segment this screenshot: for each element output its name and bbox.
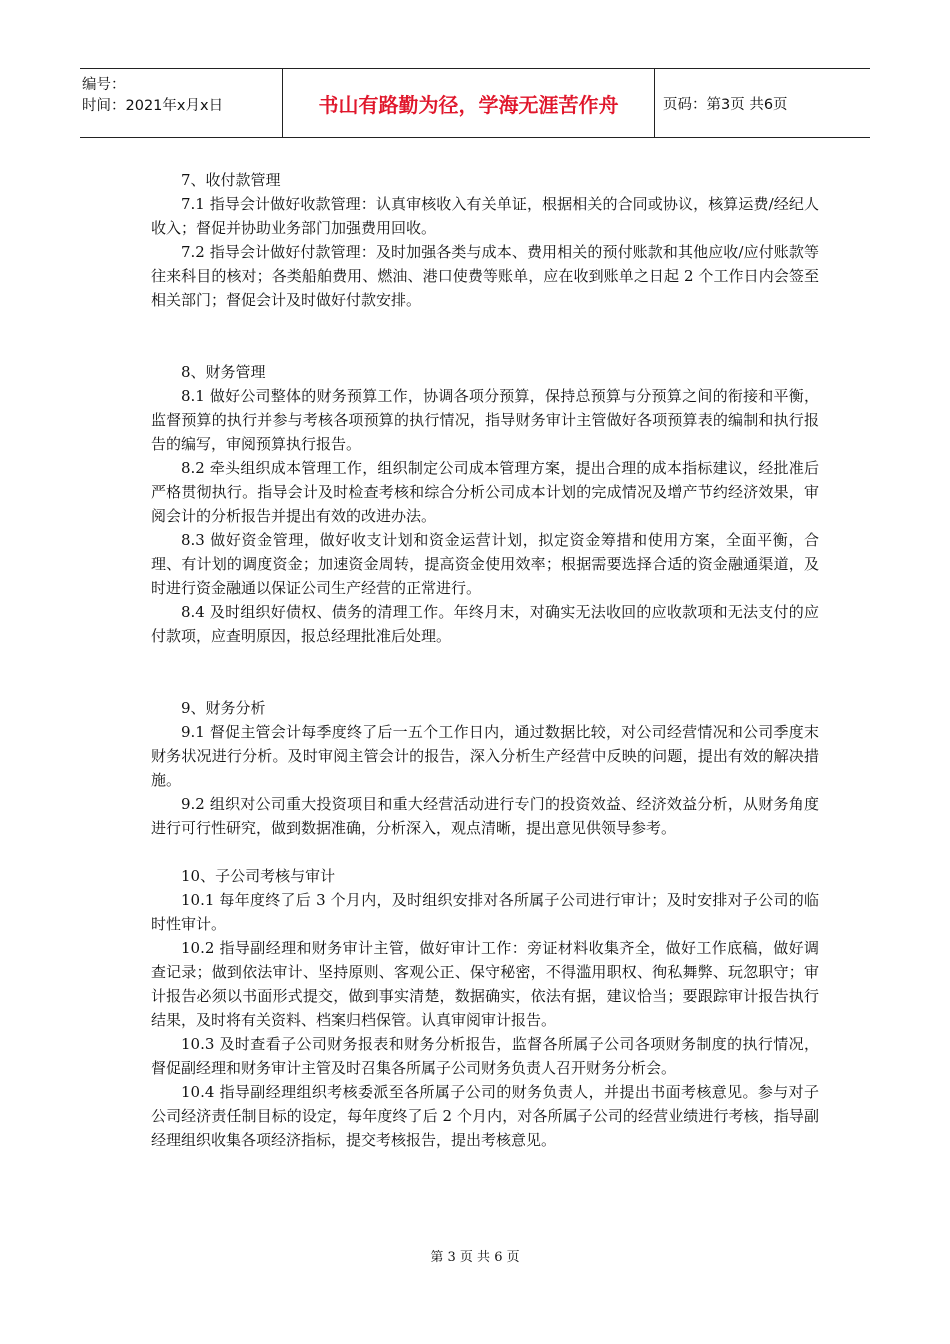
page-footer: 第 3 页 共 6 页 (430, 1250, 520, 1265)
header-page-code: 页码：第3页 共6页 (663, 96, 788, 113)
document-number-label: 编号： (82, 77, 126, 93)
paragraph-10-2: 10.2 指导副经理和财务审计主管，做好审计工作：旁证材料收集齐全，做好工作底稿，做好调查记录；做到依法审计、坚持原则、客观公正、保守秘密，不得滥用职权、徇私舞弊、玩忽职守；审计报告必须以书面形式提交，做到事实清楚，数据确实，依法有据，建议恰当；要跟踪审计报告执行结果，及时将有关资料、档案归档保管。认真审阅审计报告。 (151, 939, 819, 1029)
paragraph-10-4: 10.4 指导副经理组织考核委派至各所属子公司的财务负责人，并提出书面考核意见。参与对子公司经济责任制目标的设定，每年度终了后 2 个月内，对各所属子公司的经营业绩进行考核，指导副经理组织收集各项经济指标，提交考核报告，提出考核意见。 (151, 1083, 819, 1149)
section-7-title: 7、收付款管理 (181, 171, 281, 189)
header-motto: 书山有路勤为径，学海无涯苦作舟 (283, 69, 655, 137)
paragraph-8-3: 8.3 做好资金管理，做好收支计划和资金运营计划，拟定资金筹措和使用方案，全面平衡，合理、有计划的调度资金；加速资金周转，提高资金使用效率；根据需要选择合适的资金融通渠道，及时进行资金融通以保证公司生产经营的正常进行。 (151, 531, 819, 597)
document-body (151, 168, 819, 1152)
paragraph-10-1: 10.1 每年度终了后 3 个月内，及时组织安排对各所属子公司进行审计；及时安排对子公司的临时性审计。 (151, 891, 819, 933)
header-meta (80, 69, 283, 137)
page-header (80, 68, 870, 138)
section-9-title: 9、财务分析 (181, 699, 266, 717)
section-8-title: 8、财务管理 (181, 363, 266, 381)
spacer (151, 312, 819, 360)
paragraph-8-1: 8.1 做好公司整体的财务预算工作，协调各项分预算，保持总预算与分预算之间的衔接和平衡，监督预算的执行并参与考核各项预算的执行情况，指导财务审计主管做好各项预算表的编制和执行报告的编写，审阅预算执行报告。 (151, 387, 819, 453)
spacer (151, 840, 819, 864)
paragraph-8-4: 8.4 及时组织好债权、债务的清理工作。年终月末，对确实无法收回的应收款项和无法支付的应付款项，应查明原因，报总经理批准后处理。 (151, 603, 819, 645)
paragraph-9-2: 9.2 组织对公司重大投资项目和重大经营活动进行专门的投资效益、经济效益分析，从财务角度进行可行性研究，做到数据准确，分析深入，观点清晰，提出意见供领导参考。 (151, 795, 819, 837)
paragraph-7-2: 7.2 指导会计做好付款管理：及时加强各类与成本、费用相关的预付账款和其他应收/应付账款等往来科目的核对；各类船舶费用、燃油、港口使费等账单，应在收到账单之日起 2 个工作日内会签至相关部门；督促会计及时做好付款安排。 (151, 243, 819, 309)
paragraph-7-1: 7.1 指导会计做好收款管理：认真审核收入有关单证，根据相关的合同或协议，核算运费/经纪人收入；督促并协助业务部门加强费用回收。 (151, 195, 819, 237)
paragraph-10-3: 10.3 及时查看子公司财务报表和财务分析报告，监督各所属子公司各项财务制度的执行情况，督促副经理和财务审计主管及时召集各所属子公司财务负责人召开财务分析会。 (151, 1035, 819, 1077)
paragraph-8-2: 8.2 牵头组织成本管理工作，组织制定公司成本管理方案，提出合理的成本指标建议，经批准后严格贯彻执行。指导会计及时检查考核和综合分析公司成本计划的完成情况及增产节约经济效果，审阅会计的分析报告并提出有效的改进办法。 (151, 459, 819, 525)
document-time: 时间：2021年x月x日 (82, 98, 224, 114)
section-10-title: 10、子公司考核与审计 (181, 867, 336, 885)
paragraph-9-1: 9.1 督促主管会计每季度终了后一五个工作日内，通过数据比较，对公司经营情况和公司季度末财务状况进行分析。及时审阅主管会计的报告，深入分析生产经营中反映的问题，提出有效的解决措施。 (151, 723, 819, 789)
spacer (151, 648, 819, 696)
